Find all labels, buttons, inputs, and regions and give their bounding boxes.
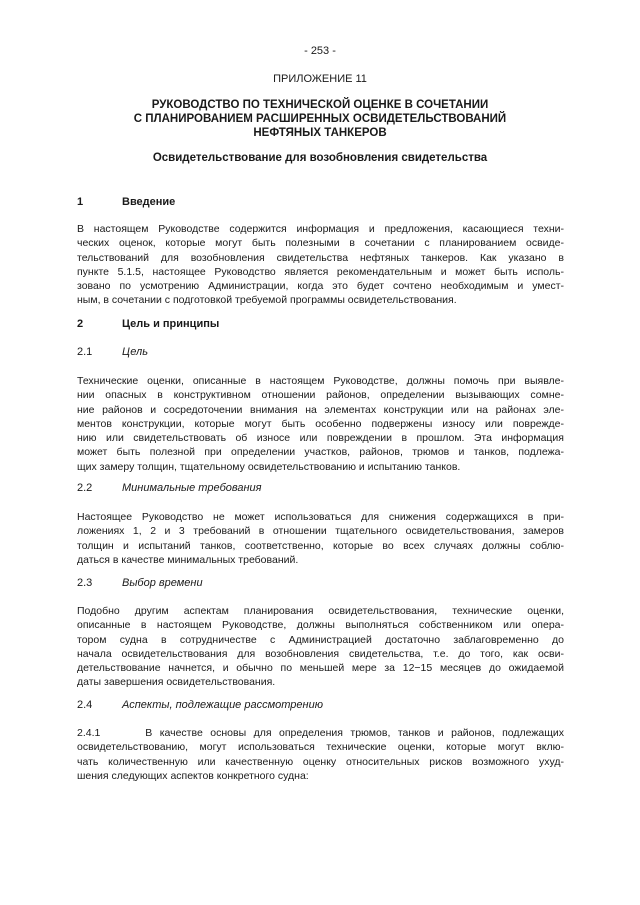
text-line: начала освидетельствования для возобновления свидетельства, т.е. до того, как осви- — [77, 647, 564, 660]
title-line: РУКОВОДСТВО ПО ТЕХНИЧЕСКОЙ ОЦЕНКЕ В СОЧЕТАНИИ — [151, 99, 489, 111]
subsection-number: 2.2 — [77, 482, 93, 494]
text-line: Настоящее Руководство не может использоваться для снижения содержащихся в при- — [77, 511, 564, 523]
text-line: Подобно другим аспектам планирования освидетельствования, технические оценки, — [77, 605, 564, 617]
paragraph-minimum-requirements — [77, 510, 564, 567]
section-number: 1 — [77, 196, 84, 208]
text-line: В настоящем Руководстве содержится информация и предложения, касающиеся техни- — [77, 223, 564, 235]
text-line: чать количественную или качественную оценку относительных рисков возможного ухуд- — [77, 755, 564, 768]
text-line: ментов конструкции, которые могут быть особенно подвержены износу или поврежде- — [77, 417, 564, 430]
text-line: 2.4.1 В качестве основы для определения трюмов, танков и районов, подлежащих — [77, 727, 564, 739]
text-line: пункте 5.1.5, настоящее Руководство является рекомендательным и может быть исполь- — [77, 265, 564, 278]
subsection-heading-2-1 — [77, 346, 148, 358]
section-title: Введение — [122, 196, 176, 208]
section-title: Цель и принципы — [122, 318, 220, 330]
text-line: детельствование начнется, и обычно по меньшей мере за 12−15 месяцев до ожидаемой — [77, 662, 564, 675]
text-line: даться в качестве минимальных требований. — [77, 553, 299, 566]
text-line: даты завершения освидетельствования. — [77, 676, 276, 689]
section-heading-1 — [77, 196, 175, 208]
subsection-heading-2-3 — [77, 577, 203, 589]
text-line: описанные в настоящем Руководстве, должны выполняться собственником или опера- — [77, 619, 564, 632]
paragraph-introduction — [77, 222, 564, 308]
section-heading-2 — [77, 318, 219, 330]
text-line: толщин и испытаний танков, соответственно, которые во всех случаях должны соблю- — [77, 539, 564, 552]
text-line: тельствований для возобновления свидетельства нефтяных танкеров. Как указано в — [77, 251, 564, 264]
subsection-number: 2.3 — [77, 577, 93, 589]
section-number: 2 — [77, 318, 84, 330]
subsection-title: Цель — [122, 346, 148, 358]
text-line: нии опасных в конструктивном отношении районов, определении вызывающих сомне- — [77, 389, 564, 402]
title-line: С ПЛАНИРОВАНИЕМ РАСШИРЕННЫХ ОСВИДЕТЕЛЬСТВОВАНИЙ — [133, 113, 507, 125]
text-line: может быть полезной при определении участков, районов, трюмов и танков, подлежа- — [77, 446, 564, 459]
subsection-heading-2-4 — [77, 699, 323, 711]
subsection-heading-2-2 — [77, 482, 262, 494]
subsection-title: Аспекты, подлежащие рассмотрению — [122, 699, 323, 711]
text-line: щих замеру толщин, тщательному освидетельствованию и испытанию танков. — [77, 460, 461, 473]
document-subtitle: Освидетельствование для возобновления свидетельства — [152, 152, 488, 164]
text-line: зовано по усмотрению Администрации, когда это будет сочтено необходимым и умест- — [77, 280, 564, 293]
subsection-title: Выбор времени — [122, 577, 203, 589]
paragraph-purpose — [77, 374, 564, 474]
title-line: НЕФТЯНЫХ ТАНКЕРОВ — [253, 127, 387, 139]
paragraph-timing — [77, 604, 564, 690]
text-line: ложениях 1, 2 и 3 требований в отношении тщательного освидетельствования, замеров — [77, 525, 564, 538]
text-line: ние районов и сосредоточении внимания на элементах конструкции или на районах эле- — [77, 403, 564, 416]
text-line: ным, в сочетании с подготовкой требуемой программы освидетельствования. — [77, 294, 457, 307]
paragraph-aspects — [77, 726, 564, 783]
appendix-label: ПРИЛОЖЕНИЕ 11 — [273, 73, 367, 85]
document-title — [60, 98, 580, 140]
text-line: Технические оценки, описанные в настоящем Руководстве, должны помочь при выявле- — [77, 375, 564, 387]
text-line: нию или свидетельствовать об износе или повреждении в прошлом. Эта информация — [77, 432, 564, 445]
subsection-number: 2.4 — [77, 699, 93, 711]
text-line: ческих оценок, которые могут быть полезными в сочетании с планированием освиде- — [77, 237, 564, 250]
page-number: - 253 - — [304, 45, 336, 57]
subsection-title: Минимальные требования — [122, 482, 262, 494]
text-line: тором судна в сотрудничестве с Администрацией достаточно заблаговременно до — [77, 633, 564, 646]
subsection-number: 2.1 — [77, 346, 93, 358]
text-line: шения следующих аспектов конкретного судна: — [77, 769, 309, 782]
text-line: освидетельствованию, могут использоваться технические оценки, которые могут вклю- — [77, 741, 564, 754]
